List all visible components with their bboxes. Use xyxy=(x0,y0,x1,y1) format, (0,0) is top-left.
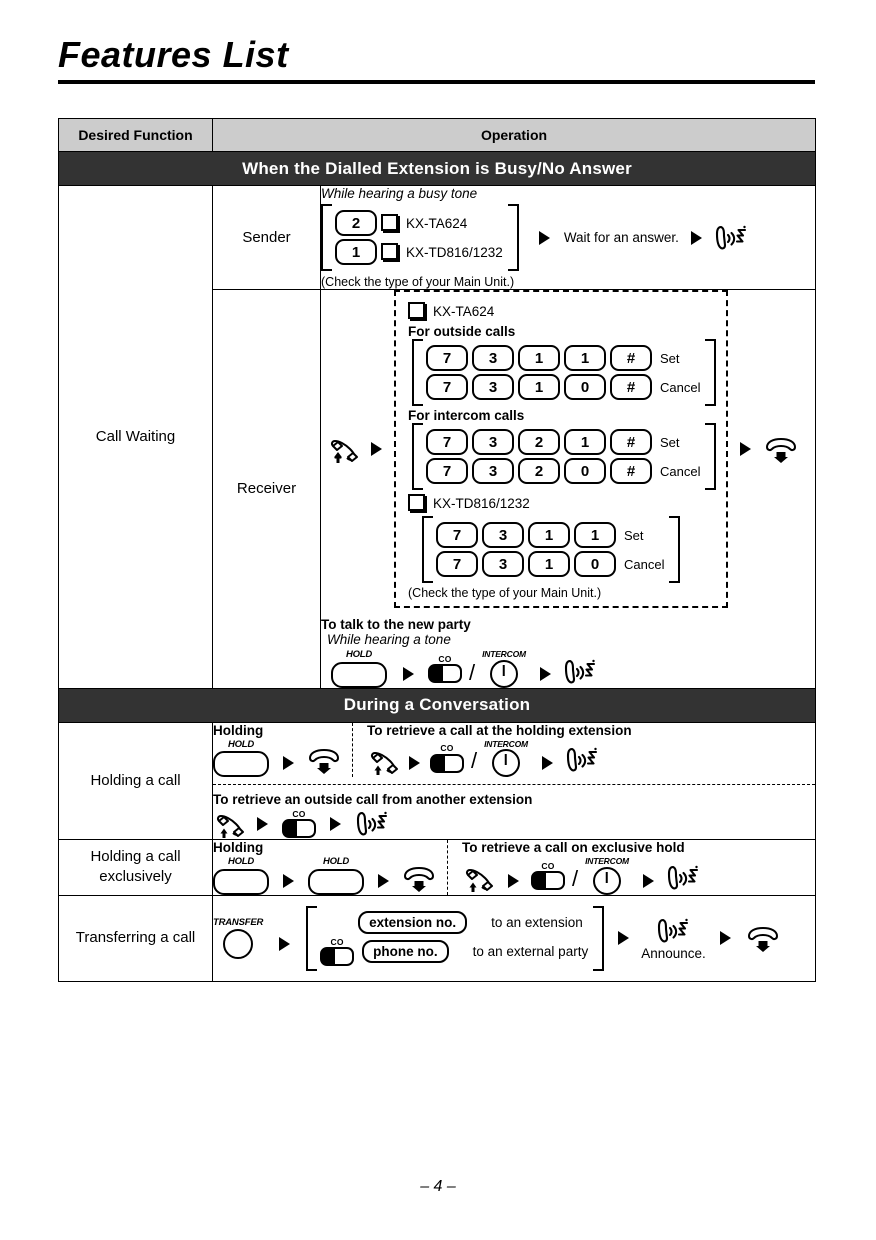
role-label-sender: Sender xyxy=(213,186,321,290)
row-divider-dashed xyxy=(213,784,815,785)
features-table xyxy=(58,118,816,982)
extension-target-text: to an extension xyxy=(491,914,583,930)
handset-offhook-icon xyxy=(327,434,361,464)
sender-option-ta624 xyxy=(335,210,503,236)
intercom-button-shape xyxy=(490,660,518,688)
key-7[interactable]: 7 xyxy=(426,458,468,484)
code-row-outside-set xyxy=(426,345,700,371)
outside-calls-group xyxy=(412,339,716,406)
handset-tone-icon xyxy=(563,657,597,687)
arrow-right-icon xyxy=(691,231,702,245)
arrow-right-icon xyxy=(378,874,389,888)
header-desired-function: Desired Function xyxy=(59,119,213,152)
hold-button-shape xyxy=(213,869,269,895)
cell-divider xyxy=(352,723,353,778)
co-button[interactable] xyxy=(282,810,316,839)
hold-button-label: HOLD xyxy=(322,856,350,867)
hold-button-2[interactable] xyxy=(308,857,364,895)
model-label-ta624: KX-TA624 xyxy=(406,215,468,231)
holding-bottom-title: To retrieve an outside call from another extension xyxy=(213,792,533,807)
table-header-row xyxy=(59,119,816,152)
arrow-right-icon xyxy=(508,874,519,888)
cell-divider xyxy=(447,840,448,895)
model-label-td816: KX-TD816/1232 xyxy=(433,496,530,511)
key-3[interactable]: 3 xyxy=(472,458,514,484)
arrow-right-icon xyxy=(720,931,731,945)
operation-cell-sender xyxy=(321,186,816,290)
code-tag-set: Set xyxy=(660,434,680,450)
handset-tone-icon xyxy=(666,863,700,893)
key-3[interactable]: 3 xyxy=(482,551,524,577)
table-row-holding-a-call xyxy=(59,722,816,840)
handset-onhook-icon xyxy=(763,434,799,464)
key-7[interactable]: 7 xyxy=(426,374,468,400)
arrow-right-icon xyxy=(409,756,420,770)
extension-no-box[interactable]: extension no. xyxy=(358,911,467,934)
key-1[interactable]: 1 xyxy=(528,522,570,548)
holding-left-group xyxy=(213,723,342,778)
exclusive-right-title: To retrieve a call on exclusive hold xyxy=(462,840,685,855)
transfer-button-shape xyxy=(223,929,253,959)
key-1[interactable]: 1 xyxy=(518,374,560,400)
key-hash[interactable]: # xyxy=(610,345,652,371)
handset-offhook-icon xyxy=(462,863,496,893)
code-tag-cancel: Cancel xyxy=(660,379,701,395)
code-tag-set: Set xyxy=(624,527,644,543)
slash-separator: / xyxy=(572,865,579,891)
transfer-button-label: TRANSFER xyxy=(213,916,264,928)
sender-note-top: While hearing a busy tone xyxy=(321,186,478,201)
sender-wait-text: Wait for an answer. xyxy=(563,230,679,245)
key-7[interactable]: 7 xyxy=(426,429,468,455)
intercom-button-shape xyxy=(492,749,520,777)
sender-option-group xyxy=(321,204,519,271)
intercom-button-label: INTERCOM xyxy=(484,738,528,749)
sender-note-bottom: (Check the type of your Main Unit.) xyxy=(321,275,515,289)
external-target-text: to an external party xyxy=(472,944,589,960)
receiver-model-td816 xyxy=(408,494,716,513)
hold-button[interactable] xyxy=(331,650,387,688)
handset-tone-icon xyxy=(355,809,389,839)
sender-option-td816 xyxy=(335,239,503,265)
talk-title: To talk to the new party xyxy=(321,617,471,632)
table-row-transferring xyxy=(59,895,816,982)
key-7[interactable]: 7 xyxy=(436,551,478,577)
handset-offhook-icon xyxy=(213,809,247,839)
co-button[interactable] xyxy=(428,655,462,684)
key-7[interactable]: 7 xyxy=(436,522,478,548)
co-button-label: CO xyxy=(438,653,452,664)
key-hash[interactable]: # xyxy=(610,458,652,484)
key-2[interactable]: 2 xyxy=(335,210,377,236)
receiver-note-bottom: (Check the type of your Main Unit.) xyxy=(408,586,602,600)
co-button-label: CO xyxy=(541,860,555,871)
arrow-right-icon xyxy=(643,874,654,888)
receiver-code-box xyxy=(394,290,728,608)
slash-separator: / xyxy=(469,659,476,685)
operation-cell-holding-exclusively xyxy=(213,840,816,896)
intercom-calls-group xyxy=(412,423,716,490)
co-button-shape xyxy=(430,754,464,773)
page-number: – 4 – xyxy=(420,1178,456,1195)
table-row-sender xyxy=(59,186,816,290)
handset-tone-icon xyxy=(656,916,690,946)
co-button-shape xyxy=(320,947,354,966)
co-button-label: CO xyxy=(330,936,344,947)
key-3[interactable]: 3 xyxy=(472,345,514,371)
section-band-row xyxy=(59,152,816,186)
intercom-button[interactable] xyxy=(585,857,629,895)
intercom-button-label: INTERCOM xyxy=(585,856,629,866)
talk-note: While hearing a tone xyxy=(327,632,451,647)
checkbox-icon[interactable] xyxy=(381,214,398,231)
key-2[interactable]: 2 xyxy=(518,429,560,455)
function-label-holding-a-call: Holding a call xyxy=(59,722,213,840)
key-0[interactable]: 0 xyxy=(574,551,616,577)
hold-button-label: HOLD xyxy=(227,738,255,750)
hold-button-label: HOLD xyxy=(227,856,255,867)
intercom-button-shape xyxy=(593,867,621,895)
hold-button-label: HOLD xyxy=(345,649,373,660)
co-button-label: CO xyxy=(292,808,306,819)
checkbox-icon[interactable] xyxy=(381,243,398,260)
arrow-right-icon xyxy=(257,817,268,831)
arrow-right-icon xyxy=(740,442,751,456)
hold-button-shape xyxy=(331,662,387,688)
intercom-button[interactable] xyxy=(484,740,528,778)
phone-no-box[interactable]: phone no. xyxy=(362,940,449,963)
receiver-model-ta624 xyxy=(408,302,716,321)
function-label-call-waiting: Call Waiting xyxy=(59,186,213,689)
checkbox-icon[interactable] xyxy=(408,302,425,319)
header-operation: Operation xyxy=(213,119,816,152)
key-1[interactable]: 1 xyxy=(564,429,606,455)
code-row-outside-cancel xyxy=(426,374,700,400)
group-title-intercom-calls: For intercom calls xyxy=(408,408,525,423)
intercom-button-label: INTERCOM xyxy=(482,649,526,659)
group-title-outside-calls: For outside calls xyxy=(408,324,516,339)
key-7[interactable]: 7 xyxy=(426,345,468,371)
announce-group xyxy=(641,916,706,961)
handset-offhook-icon xyxy=(367,746,401,776)
code-tag-cancel: Cancel xyxy=(624,556,665,572)
arrow-right-icon xyxy=(539,231,550,245)
checkbox-icon[interactable] xyxy=(408,494,425,511)
code-row-td816-set xyxy=(436,522,664,548)
key-hash[interactable]: # xyxy=(610,429,652,455)
arrow-right-icon xyxy=(371,442,382,456)
holding-left-title: Holding xyxy=(213,722,264,738)
table-row-holding-exclusively xyxy=(59,840,816,896)
key-0[interactable]: 0 xyxy=(564,374,606,400)
handset-onhook-icon xyxy=(745,923,781,953)
arrow-right-icon xyxy=(279,937,290,951)
co-button[interactable] xyxy=(531,862,565,891)
transfer-button[interactable] xyxy=(213,918,263,960)
announce-text: Announce. xyxy=(641,945,706,961)
hold-button-shape xyxy=(308,869,364,895)
holding-right-title: To retrieve a call at the holding extension xyxy=(367,722,632,738)
handset-tone-icon xyxy=(714,223,748,253)
key-1[interactable]: 1 xyxy=(528,551,570,577)
key-3[interactable]: 3 xyxy=(472,429,514,455)
key-0[interactable]: 0 xyxy=(564,458,606,484)
key-3[interactable]: 3 xyxy=(472,374,514,400)
transfer-options-group xyxy=(306,906,604,972)
hold-button-1[interactable] xyxy=(213,857,269,895)
co-button[interactable] xyxy=(320,938,354,967)
section-band-during-conversation: During a Conversation xyxy=(59,688,816,722)
key-3[interactable]: 3 xyxy=(482,522,524,548)
code-row-td816-cancel xyxy=(436,551,664,577)
function-label-transferring: Transferring a call xyxy=(59,895,213,982)
arrow-right-icon xyxy=(540,667,551,681)
hold-button[interactable] xyxy=(213,740,269,778)
arrow-right-icon xyxy=(283,756,294,770)
key-1b[interactable]: 1 xyxy=(574,522,616,548)
model-label-ta624: KX-TA624 xyxy=(433,304,495,319)
code-row-intercom-set xyxy=(426,429,700,455)
function-label-holding-exclusively: Holding a call exclusively xyxy=(59,840,213,896)
arrow-right-icon xyxy=(542,756,553,770)
code-tag-cancel: Cancel xyxy=(660,463,701,479)
key-2[interactable]: 2 xyxy=(518,458,560,484)
operation-cell-transferring xyxy=(213,895,816,982)
co-button-shape xyxy=(282,819,316,838)
key-1b[interactable]: 1 xyxy=(564,345,606,371)
co-button[interactable] xyxy=(430,744,464,773)
co-button-label: CO xyxy=(440,743,454,753)
arrow-right-icon xyxy=(618,931,629,945)
section-band-busy-no-answer: When the Dialled Extension is Busy/No Answer xyxy=(59,152,816,186)
code-tag-set: Set xyxy=(660,350,680,366)
handset-onhook-icon xyxy=(401,863,437,893)
holding-right-group xyxy=(367,723,632,778)
key-1[interactable]: 1 xyxy=(518,345,560,371)
page-title-block xyxy=(58,36,816,84)
section-band-row xyxy=(59,688,816,722)
handset-onhook-icon xyxy=(306,745,342,775)
role-label-receiver: Receiver xyxy=(213,290,321,689)
hold-button-shape xyxy=(213,751,269,777)
arrow-right-icon xyxy=(330,817,341,831)
key-1[interactable]: 1 xyxy=(335,239,377,265)
exclusive-left-group xyxy=(213,840,437,895)
exclusive-right-group xyxy=(462,840,700,895)
td816-code-group xyxy=(422,516,680,583)
code-row-intercom-cancel xyxy=(426,458,700,484)
key-hash[interactable]: # xyxy=(610,374,652,400)
exclusive-left-title: Holding xyxy=(213,840,264,855)
model-label-td816: KX-TD816/1232 xyxy=(406,244,503,260)
operation-cell-receiver xyxy=(321,290,816,689)
arrow-right-icon xyxy=(283,874,294,888)
intercom-button[interactable] xyxy=(482,650,526,688)
co-button-shape xyxy=(428,664,462,683)
slash-separator: / xyxy=(471,748,478,774)
title-rule xyxy=(58,80,815,84)
operation-cell-holding-a-call xyxy=(213,722,816,840)
co-button-shape xyxy=(531,871,565,890)
page-title: Features List xyxy=(58,34,289,75)
arrow-right-icon xyxy=(403,667,414,681)
handset-tone-icon xyxy=(565,745,599,775)
